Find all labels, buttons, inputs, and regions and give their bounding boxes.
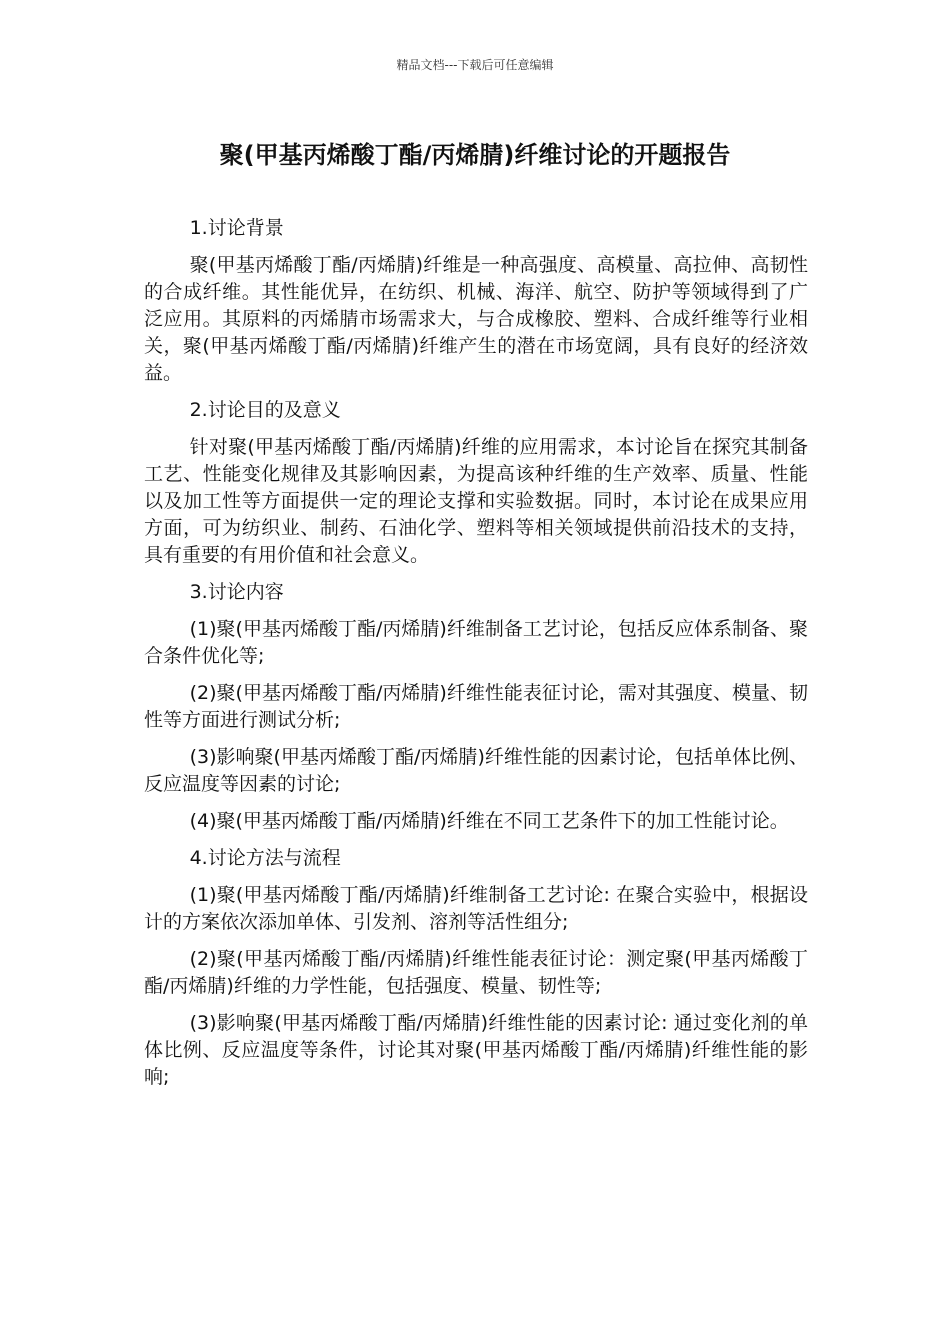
header-note: 精品文档---下载后可任意编辑 [396,58,554,72]
section-heading: 3.讨论内容 [189,581,284,603]
list-item: (3)影响聚(甲基丙烯酸丁酯/丙烯腈)纤维性能的因素讨论，包括单体比例、反应温度等因素的讨论; [144,746,808,795]
section-background [144,215,808,387]
list-item: (1)聚(甲基丙烯酸丁酯/丙烯腈)纤维制备工艺讨论，包括反应体系制备、聚合条件优化等; [144,618,808,667]
section-purpose [144,397,808,569]
document-body [144,215,808,1101]
list-item: (4)聚(甲基丙烯酸丁酯/丙烯腈)纤维在不同工艺条件下的加工性能讨论。 [189,810,789,832]
section-heading: 2.讨论目的及意义 [189,399,341,421]
section-methods [144,845,808,1091]
section-heading: 1.讨论背景 [189,217,284,239]
paragraph: 针对聚(甲基丙烯酸丁酯/丙烯腈)纤维的应用需求，本讨论旨在探究其制备工艺、性能变化规律及其影响因素，为提高该种纤维的生产效率、质量、性能以及加工性等方面提供一定的理论支撑和实验数据。同时，本讨论在成果应用方面，可为纺织业、制药、石油化学、塑料等相关领域提供前沿技术的支持，具有重要的有用价值和社会意义。 [144,436,808,566]
list-item: (2)聚(甲基丙烯酸丁酯/丙烯腈)纤维性能表征讨论：测定聚(甲基丙烯酸丁酯/丙烯腈)纤维的力学性能，包括强度、模量、韧性等; [144,948,808,997]
paragraph: 聚(甲基丙烯酸丁酯/丙烯腈)纤维是一种高强度、高模量、高拉伸、高韧性的合成纤维。其性能优异，在纺织、机械、海洋、航空、防护等领域得到了广泛应用。其原料的丙烯腈市场需求大，与合成橡胶、塑料、合成纤维等行业相关，聚(甲基丙烯酸丁酯/丙烯腈)纤维产生的潜在市场宽阔，具有良好的经济效益。 [144,254,808,384]
document-title: 聚(甲基丙烯酸丁酯/丙烯腈)纤维讨论的开题报告 [219,141,731,169]
list-item: (1)聚(甲基丙烯酸丁酯/丙烯腈)纤维制备工艺讨论: 在聚合实验中，根据设计的方案依次添加单体、引发剂、溶剂等活性组分; [144,884,808,933]
list-item: (3)影响聚(甲基丙烯酸丁酯/丙烯腈)纤维性能的因素讨论: 通过变化剂的单体比例、反应温度等条件，讨论其对聚(甲基丙烯酸丁酯/丙烯腈)纤维性能的影响; [144,1012,808,1088]
list-item: (2)聚(甲基丙烯酸丁酯/丙烯腈)纤维性能表征讨论，需对其强度、模量、韧性等方面进行测试分析; [144,682,808,731]
section-heading: 4.讨论方法与流程 [189,847,341,869]
section-content [144,579,808,835]
